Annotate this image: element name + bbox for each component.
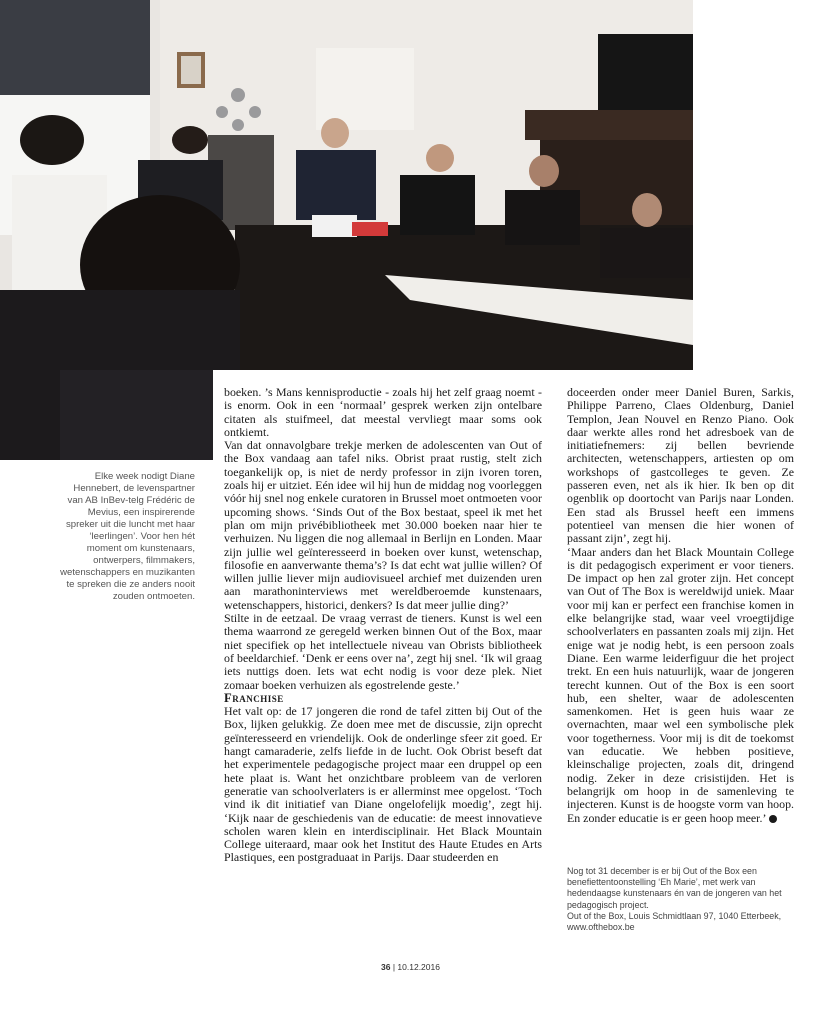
paragraph: Van dat onnavolgbare trekje merken de adolescenten van Out of the Box vandaag aan tafel niks. Obrist praat rustig, stelt zich toegankelijk op, is niet de nerdy professor in zijn ivoren toren, zoals hij er uitziet. Eén idee wil hij hun de middag nog voorleggen vóór hij snel nog enkele curatoren in Brussel moet ontmoeten voor upcoming shows. ‘Sinds Out of the Box bestaat, speel ik met het plan om mijn privébibliotheek met 30.000 boeken naar hier te verhuizen. Nu liggen die nog allemaal in Berlijn en Londen. Maar zijn jullie wel geïnteresseerd in boeken over kunst, wetenschap, filosofie en aanverwante thema’s? Is dat echt wat jullie willen? Of willen jullie liever mijn audiovisueel archief met duizenden uren aan marathoninterviews met wereldberoemde kunstenaars, wetenschappers, historici, denkers? Is dat meer jullie ding?’: [224, 438, 542, 612]
paragraph: Het valt op: de 17 jongeren die rond de tafel zitten bij Out of the Box, lijken gelukkig. Ze doen mee met de discussie, zijn oprecht geïnteresseerd en vriendelijk. Ook de onderlinge sfeer zit goed. Er hangt camaraderie, zelfs liefde in de lucht. Ook Obrist beseft dat het experimentele pedagogische project maar een druppel op een hete plaat is. Want het onzichtbare probleem van de verloren generatie van schoolverlaters is er allerminst mee opgelost. ‘Toch vind ik dit initiatief van Diane ongelofelijk moedig’, zegt hij. ‘Kijk naar de geschiedenis van de educatie: de meest innovatieve scholen waren klein en interdisciplinair. Het Black Mountain College uiteraard, maar ook het Institut des Haute Etudes en Arts Plastiques, een postgraduaat in Parijs. Daar studeerden en: [224, 704, 542, 865]
photo-caption: Elke week nodigt Diane Hennebert, de levenspartner van AB InBev-telg Frédéric de Mevius, een inspirerende spreker uit die luncht met haar ‘leerlingen’. Voor hen hét moment om kunstenaars, ontwerpers, filmmakers, wetenschappers en muzikanten te spreken die ze anders nooit zouden ontmoeten.: [60, 471, 195, 602]
note-address: Out of the Box, Louis Schmidtlaan 97, 1040 Etterbeek, www.ofthebox.be: [567, 910, 782, 933]
issue-date: 10.12.2016: [397, 962, 440, 972]
page-number: 36: [381, 962, 391, 972]
paragraph: boeken. ’s Mans kennisproductie - zoals hij het zelf graag noemt - is enorm. Ook in een ‘normaal’ gesprek werken zijn ontelbare citaten als stuifmeel, dat meestal vervliegt maar soms ook ontkiemt.: [224, 385, 542, 439]
page-folio: 36 | 10.12.2016: [381, 962, 440, 972]
section-subheading: Franchise: [224, 690, 284, 705]
paragraph: [567, 546, 794, 825]
article-column-2: [567, 386, 794, 825]
info-note: [567, 866, 795, 933]
photo-band: [0, 370, 213, 460]
paragraph: doceerden onder meer Daniel Buren, Sarkis, Philippe Parreno, Claes Oldenburg, Daniel Templon, Jean Nouvel en Renzo Piano. Ook daar werkte alles rond het adresboek van de initiatiefnemers: zij bellen bevriende architecten, wetenschappers, artiesten op om workshops of gastcolleges te geven. Ze passeren even, net als ik hier. Ik ben op dit ogenblik op doortocht van Parijs naar Londen. Een stad als Brussel heeft een immens potentieel van mensen die hier wonen of passant zijn’, zegt hij.: [567, 385, 794, 546]
paragraph-text: ‘Maar anders dan het Black Mountain College is dit pedagogisch experiment er voor tieners. De impact op hen zal groter zijn. Het concept van Out of The Box is wereldwijd uniek. Maar voor mij kan er perfect een franchise komen in elke belangrijke stad, waar veel vroegtijdige schoolverlaters en passanten zoals mij zijn. Het enige wat je nodig hebt, is een persoon zoals Diane. Een warme leiderfiguur die het project trekt. En een huis natuurlijk, waar de jongeren terecht kunnen. Out of the Box is een soort hub, een shelter, waar de adolescenten samenkomen. Het is geen huis waar ze overnachten, maar wel een symbolische plek voor togetherness. Voor mij is dit de toekomst van educatie. We hebben positieve, kleinschalige projecten, zoals dit, dringend nodig. Zeker in deze crisistijden. Het is belangrijk om hoop in de samenleving te injecteren. Kunst is de hoogste vorm van hoop. En zonder educatie is er geen hoop meer.’: [567, 544, 794, 825]
paragraph: Stilte in de eetzaal. De vraag verrast de tieners. Kunst is wel een thema waarrond ze geregeld werken binnen Out of the Box, maar niet specifiek op het intellectuele niveau van Obrists bibliotheek of beeldarchief. ‘Denk er eens over na’, zegt hij snel. ‘Ik wil graag iets nuttigs doen. Iets wat echt nodig is voor deze plek. Niet zomaar boeken verhuizen als egostrelende geste.’: [224, 611, 542, 692]
article-column-1: [224, 386, 542, 865]
note-text: Nog tot 31 december is er bij Out of the Box een benefiettentoonstelling ‘Eh Marie’, met werk van hedendaagse kunstenaars én van de jongeren van het pedagogisch project.: [567, 866, 782, 910]
group-photo: [0, 0, 693, 370]
end-mark-icon: [769, 815, 777, 823]
